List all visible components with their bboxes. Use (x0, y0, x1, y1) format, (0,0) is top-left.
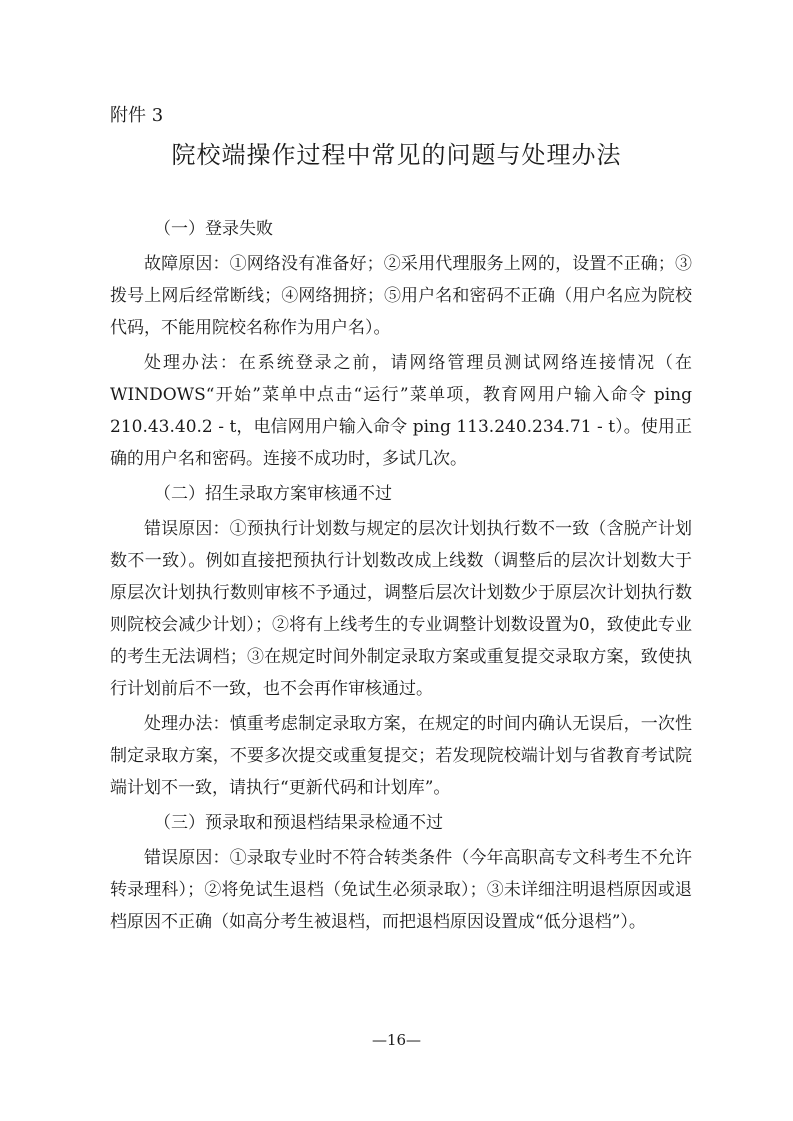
document-title: 院校端操作过程中常见的问题与处理办法 (171, 141, 622, 169)
section-heading: （三）预录取和预退档结果录检通不过 (154, 813, 443, 833)
section-heading: （一）登录失败 (154, 219, 273, 239)
paragraph-cause: 错误原因：①预执行计划数与规定的层次计划执行数不一致（含脱产计划数不一致）。例如直接把预执行计划数改成上线数（调整后的层次计划数大于原层次计划执行数则审核不予通过，调整后层次计划数少于原层次计划执行数则院校会减少计划）；②将有上线考生的专业调整计划数设置为0，致使此专业的考生无法调档；③在规定时间外制定录取方案或重复提交录取方案，致使执行计划前后不一致，也不会再作审核通过。 (110, 519, 692, 699)
section-heading: （二）招生录取方案审核通不过 (154, 484, 392, 504)
paragraph-cause: 错误原因：①录取专业时不符合转类条件（今年高职高专文科考生不允许转录理科）；②将免试生退档（免试生必须录取）；③未详细注明退档原因或退档原因不正确（如高分考生被退档，而把退档原因设置成“低分退档”）。 (110, 848, 692, 932)
annex-label: 附件 3 (110, 105, 164, 126)
paragraph-solution: 处理办法：慎重考虑制定录取方案，在规定的时间内确认无误后，一次性制定录取方案，不要多次提交或重复提交；若发现院校端计划与省教育考试院端计划不一致，请执行“更新代码和计划库”。 (110, 714, 692, 798)
section-pre-admission-check-failure (110, 807, 692, 938)
document-body (110, 213, 692, 941)
section-plan-review-failure (110, 478, 692, 804)
paragraph-solution: 处理办法：在系统登录之前，请网络管理员测试网络连接情况（在WINDOWS“开始”菜单中点击“运行”菜单项，教育网用户输入命令 ping 210.43.40.2 - t，电信网用户输入命令 ping 113.240.234.71 - t）。使用正确的用户名和密码。连接不成功时，多试几次。 (110, 353, 692, 469)
paragraph-cause: 故障原因：①网络没有准备好；②采用代理服务上网的，设置不正确；③拨号上网后经常断线；④网络拥挤；⑤用户名和密码不正确（用户名应为院校代码，不能用院校名称作为用户名）。 (110, 254, 692, 338)
page-number: —16— (371, 1031, 422, 1049)
section-login-failure (110, 213, 692, 475)
